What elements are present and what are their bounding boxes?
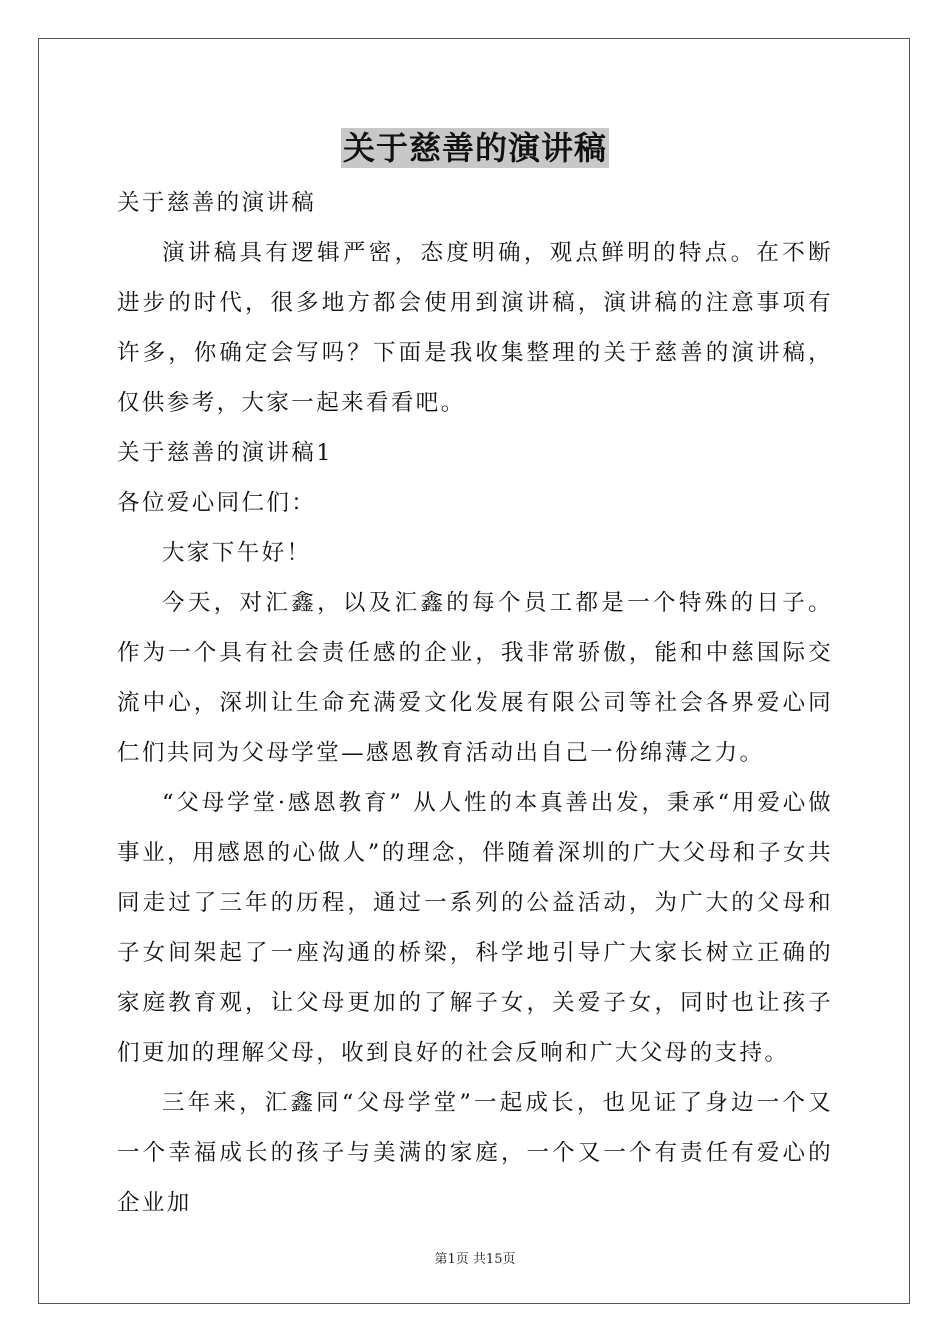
greeting: 大家下午好！ <box>162 540 312 566</box>
subtitle: 关于慈善的演讲稿 <box>117 190 317 216</box>
title-container <box>0 128 950 168</box>
section-heading: 关于慈善的演讲稿1 <box>117 440 333 466</box>
page-footer: 第1页 共15页 <box>434 1252 516 1267</box>
intro-paragraph: 演讲稿具有逻辑严密，态度明确，观点鲜明的特点。在不断进步的时代，很多地方都会使用到演讲稿，演讲稿的注意事项有许多，你确定会写吗？下面是我收集整理的关于慈善的演讲稿，仅供参考，大家一起来看看吧。 <box>117 240 833 416</box>
body-paragraph-1: 今天，对汇鑫，以及汇鑫的每个员工都是一个特殊的日子。作为一个具有社会责任感的企业，我非常骄傲，能和中慈国际交流中心，深圳让生命充满爱文化发展有限公司等社会各界爱心同仁们共同为父母学堂—感恩教育活动出自己一份绵薄之力。 <box>117 590 833 766</box>
salutation: 各位爱心同仁们： <box>117 490 317 516</box>
body-paragraph-3: 三年来，汇鑫同“父母学堂”一起成长，也见证了身边一个又一个幸福成长的孩子与美满的家庭，一个又一个有责任有爱心的企业加 <box>117 1090 833 1216</box>
body-paragraph-2: “父母学堂·感恩教育” 从人性的本真善出发，秉承“用爱心做事业，用感恩的心做人”的理念，伴随着深圳的广大父母和子女共同走过了三年的历程，通过一系列的公益活动，为广大的父母和子女间架起了一座沟通的桥梁，科学地引导广大家长树立正确的家庭教育观，让父母更加的了解子女，关爱子女，同时也让孩子们更加的理解父母，收到良好的社会反响和广大父母的支持。 <box>117 790 833 1066</box>
document-body <box>117 178 833 1228</box>
document-title: 关于慈善的演讲稿 <box>342 129 607 167</box>
